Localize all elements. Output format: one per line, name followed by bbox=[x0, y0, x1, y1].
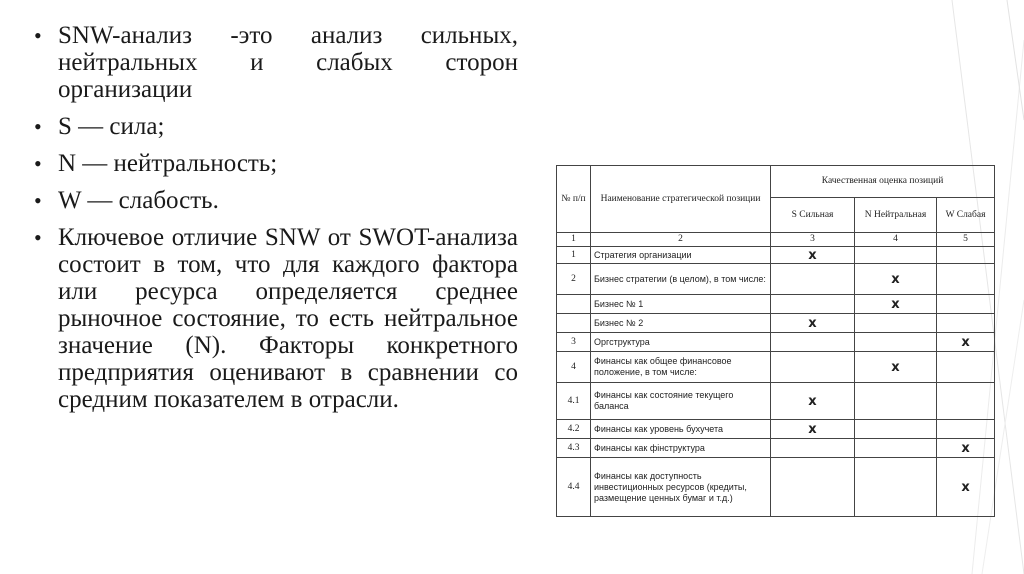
mark-w-cell: x bbox=[937, 458, 995, 517]
row-position-name: Бизнес № 1 bbox=[591, 295, 771, 314]
row-number: 4.3 bbox=[557, 439, 591, 458]
row-number: 4.2 bbox=[557, 420, 591, 439]
empty-w-cell bbox=[937, 314, 995, 333]
table-row bbox=[557, 439, 995, 458]
bullet-dot: • bbox=[34, 151, 42, 176]
snw-table bbox=[556, 165, 995, 517]
bullet-item bbox=[34, 150, 518, 177]
mark-n-cell: x bbox=[855, 264, 937, 295]
bullet-item bbox=[34, 113, 518, 140]
table-row bbox=[557, 314, 995, 333]
row-number: 4 bbox=[557, 352, 591, 383]
header-n: N Нейтральная bbox=[855, 198, 937, 233]
table-row bbox=[557, 352, 995, 383]
mark-w-cell: x bbox=[937, 439, 995, 458]
empty-s-cell bbox=[771, 352, 855, 383]
row-number: 2 bbox=[557, 264, 591, 295]
empty-n-cell bbox=[855, 439, 937, 458]
empty-w-cell bbox=[937, 352, 995, 383]
table-row bbox=[557, 295, 995, 314]
empty-s-cell bbox=[771, 458, 855, 517]
index-cell: 2 bbox=[591, 233, 771, 247]
empty-s-cell bbox=[771, 264, 855, 295]
empty-n-cell bbox=[855, 420, 937, 439]
bullet-item bbox=[34, 22, 518, 103]
bullet-item bbox=[34, 187, 518, 214]
row-position-name: Финансы как уровень бухучета bbox=[591, 420, 771, 439]
index-cell: 3 bbox=[771, 233, 855, 247]
table-row bbox=[557, 383, 995, 420]
bullet-text: N — нейтральность; bbox=[58, 150, 278, 177]
index-cell: 1 bbox=[557, 233, 591, 247]
bullet-dot: • bbox=[34, 188, 42, 213]
header-num: № п/п bbox=[557, 166, 591, 233]
row-position-name: Бизнес стратегии (в целом), в том числе: bbox=[591, 264, 771, 295]
mark-s-cell: x bbox=[771, 247, 855, 264]
row-position-name: Оргструктура bbox=[591, 333, 771, 352]
row-number bbox=[557, 314, 591, 333]
empty-n-cell bbox=[855, 247, 937, 264]
row-position-name: Финансы как доступность инвестиционных ресурсов (кредиты, размещение ценных бумаг и т.д.) bbox=[591, 458, 771, 517]
header-s: S Сильная bbox=[771, 198, 855, 233]
table-row bbox=[557, 420, 995, 439]
bullet-text: Ключевое отличие SNW от SWOT-анализа состоит в том, что для каждого фактора или ресурса определяется среднее рыночное состояние, то есть нейтральное значение (N). Факторы конкретного предприятия оценивают в сравнении со средним показателем в отрасли. bbox=[58, 224, 518, 413]
row-number: 3 bbox=[557, 333, 591, 352]
row-position-name: Стратегия организации bbox=[591, 247, 771, 264]
row-number: 4.1 bbox=[557, 383, 591, 420]
empty-n-cell bbox=[855, 458, 937, 517]
empty-s-cell bbox=[771, 439, 855, 458]
row-position-name: Финансы как фінструктура bbox=[591, 439, 771, 458]
empty-w-cell bbox=[937, 420, 995, 439]
row-number: 4.4 bbox=[557, 458, 591, 517]
table-row bbox=[557, 264, 995, 295]
mark-s-cell: x bbox=[771, 314, 855, 333]
empty-w-cell bbox=[937, 264, 995, 295]
table-index-row bbox=[557, 233, 995, 247]
empty-s-cell bbox=[771, 295, 855, 314]
mark-w-cell: x bbox=[937, 333, 995, 352]
table-header-row bbox=[557, 166, 995, 198]
table-body bbox=[557, 247, 995, 517]
mark-s-cell: x bbox=[771, 420, 855, 439]
empty-w-cell bbox=[937, 295, 995, 314]
bullet-dot: • bbox=[34, 114, 42, 139]
mark-s-cell: x bbox=[771, 383, 855, 420]
mark-n-cell: x bbox=[855, 352, 937, 383]
mark-n-cell: x bbox=[855, 295, 937, 314]
bullet-item bbox=[34, 224, 518, 413]
bullet-dot: • bbox=[34, 225, 42, 250]
table-row bbox=[557, 333, 995, 352]
table-row bbox=[557, 458, 995, 517]
row-position-name: Финансы как состояние текущего баланса bbox=[591, 383, 771, 420]
row-number bbox=[557, 295, 591, 314]
row-position-name: Бизнес № 2 bbox=[591, 314, 771, 333]
header-name: Наименование стратегической позиции bbox=[591, 166, 771, 233]
bullet-dot: • bbox=[34, 23, 42, 48]
empty-n-cell bbox=[855, 314, 937, 333]
row-number: 1 bbox=[557, 247, 591, 264]
empty-w-cell bbox=[937, 383, 995, 420]
bullet-text: SNW-анализ -это анализ сильных, нейтральных и слабых сторон организации bbox=[58, 22, 518, 103]
bullet-list bbox=[34, 22, 518, 423]
empty-s-cell bbox=[771, 333, 855, 352]
bullet-text: S — сила; bbox=[58, 113, 165, 140]
empty-n-cell bbox=[855, 383, 937, 420]
table-row bbox=[557, 247, 995, 264]
empty-w-cell bbox=[937, 247, 995, 264]
empty-n-cell bbox=[855, 333, 937, 352]
index-cell: 5 bbox=[937, 233, 995, 247]
header-quality: Качественная оценка позиций bbox=[771, 166, 995, 198]
index-cell: 4 bbox=[855, 233, 937, 247]
bullet-text: W — слабость. bbox=[58, 187, 219, 214]
header-w: W Слабая bbox=[937, 198, 995, 233]
row-position-name: Финансы как общее финансовое положение, в том числе: bbox=[591, 352, 771, 383]
